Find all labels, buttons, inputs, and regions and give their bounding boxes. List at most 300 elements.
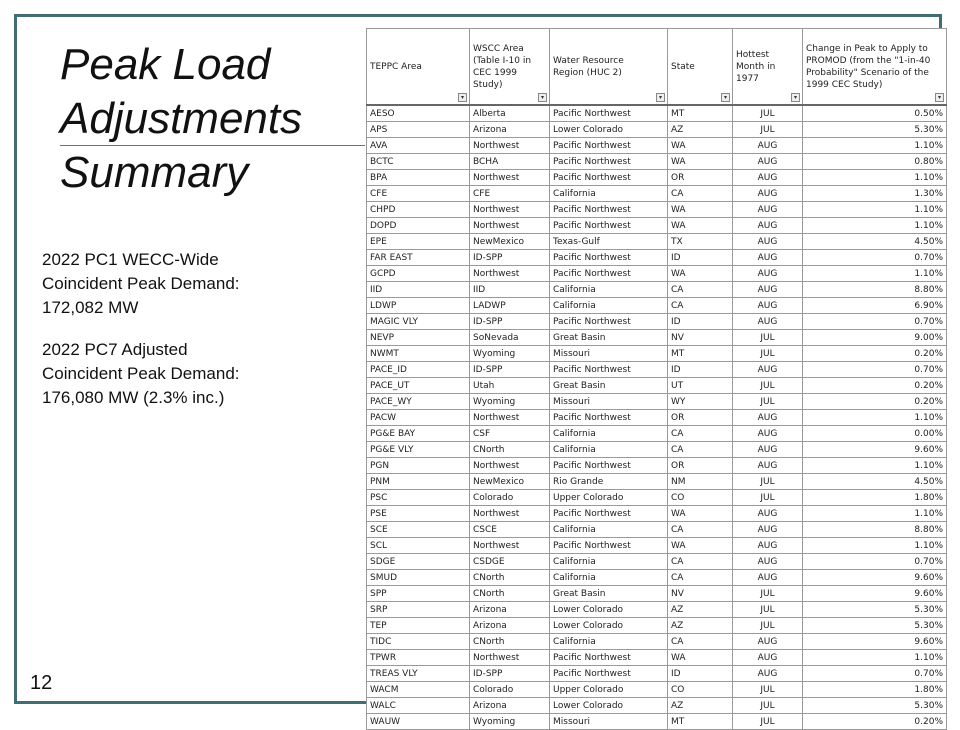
column-header-label: WSCC Area (Table I-10 in CEC 1999 Study) [473, 43, 532, 90]
table-cell[interactable]: CNorth [470, 634, 550, 650]
table-cell[interactable]: AUG [733, 282, 803, 298]
table-row [367, 602, 947, 618]
table-cell[interactable]: CNorth [470, 442, 550, 458]
table-cell[interactable]: Pacific Northwest [550, 218, 668, 234]
table-cell[interactable]: Northwest [470, 506, 550, 522]
table-cell[interactable]: AESO [367, 105, 470, 122]
table-cell[interactable]: CA [668, 634, 733, 650]
table-cell[interactable]: MT [668, 714, 733, 730]
table-cell[interactable]: 0.70% [803, 250, 947, 266]
table-cell[interactable]: 8.80% [803, 282, 947, 298]
table-cell[interactable]: Pacific Northwest [550, 666, 668, 682]
table-cell[interactable]: 9.60% [803, 570, 947, 586]
table-cell[interactable]: LADWP [470, 298, 550, 314]
table-cell[interactable]: Northwest [470, 218, 550, 234]
table-cell[interactable]: Great Basin [550, 330, 668, 346]
table-cell[interactable]: 0.50% [803, 105, 947, 122]
table-cell[interactable]: PSC [367, 490, 470, 506]
table-cell[interactable]: CA [668, 282, 733, 298]
table-cell[interactable]: JUL [733, 122, 803, 138]
table-cell[interactable]: AUG [733, 266, 803, 282]
table-row [367, 378, 947, 394]
table-row [367, 554, 947, 570]
table-cell[interactable]: SDGE [367, 554, 470, 570]
table-cell[interactable]: CO [668, 682, 733, 698]
table-cell[interactable]: 0.20% [803, 378, 947, 394]
table-cell[interactable]: 1.80% [803, 682, 947, 698]
table-cell[interactable]: Pacific Northwest [550, 458, 668, 474]
table-cell[interactable]: NewMexico [470, 474, 550, 490]
table-cell[interactable]: TREAS VLY [367, 666, 470, 682]
table-cell[interactable]: ID-SPP [470, 250, 550, 266]
peak-demand-summary [42, 248, 342, 428]
table-cell[interactable]: CFE [470, 186, 550, 202]
table-cell[interactable]: AUG [733, 138, 803, 154]
table-row [367, 634, 947, 650]
table-cell[interactable]: WAUW [367, 714, 470, 730]
table-row [367, 298, 947, 314]
table-cell[interactable]: AZ [668, 618, 733, 634]
table-cell[interactable]: Alberta [470, 105, 550, 122]
table-cell[interactable]: AUG [733, 522, 803, 538]
table-cell[interactable]: TPWR [367, 650, 470, 666]
table-cell[interactable]: JUL [733, 105, 803, 122]
table-cell[interactable]: California [550, 298, 668, 314]
table-row [367, 538, 947, 554]
table-cell[interactable]: Great Basin [550, 378, 668, 394]
table-cell[interactable]: PACW [367, 410, 470, 426]
table-cell[interactable]: AUG [733, 634, 803, 650]
table-cell[interactable]: Pacific Northwest [550, 314, 668, 330]
table-cell[interactable]: JUL [733, 474, 803, 490]
table-row [367, 266, 947, 282]
table-cell[interactable]: 1.10% [803, 170, 947, 186]
table-cell[interactable]: CA [668, 442, 733, 458]
dropdown-arrow-icon[interactable]: ▾ [538, 93, 547, 102]
table-cell[interactable]: California [550, 570, 668, 586]
table-row [367, 666, 947, 682]
table-row [367, 522, 947, 538]
table-cell[interactable]: California [550, 426, 668, 442]
table-cell[interactable]: Northwest [470, 410, 550, 426]
table-cell[interactable]: JUL [733, 698, 803, 714]
table-row [367, 506, 947, 522]
table-cell[interactable]: Pacific Northwest [550, 170, 668, 186]
table-cell[interactable]: NWMT [367, 346, 470, 362]
table-cell[interactable]: PSE [367, 506, 470, 522]
table-cell[interactable]: AUG [733, 506, 803, 522]
dropdown-arrow-icon[interactable]: ▾ [935, 93, 944, 102]
table-cell[interactable]: Wyoming [470, 346, 550, 362]
table-cell[interactable]: AUG [733, 410, 803, 426]
table-cell[interactable]: NewMexico [470, 234, 550, 250]
title-underline [60, 145, 365, 146]
table-cell[interactable]: Colorado [470, 682, 550, 698]
column-header-label: TEPPC Area [370, 61, 422, 72]
table-cell[interactable]: CHPD [367, 202, 470, 218]
table-cell[interactable]: 8.80% [803, 522, 947, 538]
table-cell[interactable]: SCE [367, 522, 470, 538]
table-cell[interactable]: 9.60% [803, 634, 947, 650]
table-cell[interactable]: 1.80% [803, 490, 947, 506]
column-header [367, 29, 470, 106]
table-cell[interactable]: CA [668, 186, 733, 202]
title-line: Peak Load [60, 40, 271, 89]
table-cell[interactable]: SCL [367, 538, 470, 554]
table-cell[interactable]: California [550, 442, 668, 458]
table-cell[interactable]: AZ [668, 122, 733, 138]
table-cell[interactable]: JUL [733, 618, 803, 634]
table-cell[interactable]: Northwest [470, 538, 550, 554]
table-cell[interactable]: Northwest [470, 170, 550, 186]
peak-adjustment-table [366, 28, 947, 730]
table-cell[interactable]: 0.70% [803, 314, 947, 330]
table-cell[interactable]: WA [668, 506, 733, 522]
table-cell[interactable]: FAR EAST [367, 250, 470, 266]
table-cell[interactable]: PG&E BAY [367, 426, 470, 442]
table-cell[interactable]: NEVP [367, 330, 470, 346]
summary-line: Coincident Peak Demand: [42, 274, 240, 293]
table-cell[interactable]: Pacific Northwest [550, 650, 668, 666]
table-cell[interactable]: WALC [367, 698, 470, 714]
table-cell[interactable]: Missouri [550, 714, 668, 730]
table-cell[interactable]: AUG [733, 218, 803, 234]
table-row [367, 490, 947, 506]
table-cell[interactable]: JUL [733, 378, 803, 394]
table-row [367, 202, 947, 218]
table-cell[interactable]: 9.60% [803, 586, 947, 602]
table-cell[interactable]: Texas-Gulf [550, 234, 668, 250]
column-header-label: Change in Peak to Apply to PROMOD (from the "1-in-40 Probability" Scenario of the 1999 CEC Study) [806, 43, 931, 90]
table-cell[interactable]: CO [668, 490, 733, 506]
table-cell[interactable]: ID [668, 314, 733, 330]
table-row [367, 250, 947, 266]
table-cell[interactable]: NV [668, 330, 733, 346]
table-cell[interactable]: AUG [733, 442, 803, 458]
table-cell[interactable]: 9.60% [803, 442, 947, 458]
table-cell[interactable]: MT [668, 105, 733, 122]
table-cell[interactable]: 5.30% [803, 698, 947, 714]
table-row [367, 442, 947, 458]
table-cell[interactable]: JUL [733, 682, 803, 698]
table-cell[interactable]: Wyoming [470, 394, 550, 410]
table-cell[interactable]: CA [668, 298, 733, 314]
summary-line: 2022 PC1 WECC-Wide [42, 250, 219, 269]
table-cell[interactable]: AZ [668, 698, 733, 714]
table-cell[interactable]: 5.30% [803, 122, 947, 138]
table-cell[interactable]: PGN [367, 458, 470, 474]
table-cell[interactable]: Pacific Northwest [550, 138, 668, 154]
table-cell[interactable]: 1.10% [803, 506, 947, 522]
table-cell[interactable]: SRP [367, 602, 470, 618]
table-cell[interactable]: 0.20% [803, 346, 947, 362]
table-row [367, 362, 947, 378]
table-cell[interactable]: AUG [733, 170, 803, 186]
table-cell[interactable]: Lower Colorado [550, 602, 668, 618]
dropdown-arrow-icon[interactable]: ▾ [791, 93, 800, 102]
dropdown-arrow-icon[interactable]: ▾ [656, 93, 665, 102]
table-cell[interactable]: AUG [733, 202, 803, 218]
table-cell[interactable]: AUG [733, 554, 803, 570]
table-cell[interactable]: Northwest [470, 650, 550, 666]
table-cell[interactable]: California [550, 554, 668, 570]
table-cell[interactable]: 1.10% [803, 538, 947, 554]
table-row [367, 618, 947, 634]
table-cell[interactable]: Lower Colorado [550, 698, 668, 714]
table-cell[interactable]: ID-SPP [470, 314, 550, 330]
table-cell[interactable]: SMUD [367, 570, 470, 586]
table-cell[interactable]: AUG [733, 538, 803, 554]
table-cell[interactable]: CSF [470, 426, 550, 442]
table-cell[interactable]: Pacific Northwest [550, 538, 668, 554]
table-cell[interactable]: WA [668, 650, 733, 666]
title-line: Adjustments [60, 94, 303, 143]
table-cell[interactable]: IID [367, 282, 470, 298]
slide-title [60, 38, 302, 200]
table-cell[interactable]: AUG [733, 154, 803, 170]
summary-line: 2022 PC7 Adjusted [42, 340, 188, 359]
table-cell[interactable]: ID [668, 362, 733, 378]
table-cell[interactable]: 1.10% [803, 218, 947, 234]
table-cell[interactable]: ID-SPP [470, 362, 550, 378]
table-cell[interactable]: JUL [733, 330, 803, 346]
table-cell[interactable]: 1.10% [803, 138, 947, 154]
table-cell[interactable]: BCHA [470, 154, 550, 170]
table-cell[interactable]: AUG [733, 234, 803, 250]
table-cell[interactable]: NM [668, 474, 733, 490]
table-cell[interactable]: 1.10% [803, 410, 947, 426]
table-cell[interactable]: Pacific Northwest [550, 202, 668, 218]
table-cell[interactable]: 5.30% [803, 618, 947, 634]
table-cell[interactable]: Missouri [550, 394, 668, 410]
table-cell[interactable]: Pacific Northwest [550, 250, 668, 266]
table-cell[interactable]: AVA [367, 138, 470, 154]
table-cell[interactable]: Lower Colorado [550, 122, 668, 138]
table-cell[interactable]: Arizona [470, 618, 550, 634]
table-cell[interactable]: PACE_WY [367, 394, 470, 410]
table-row [367, 714, 947, 730]
table-cell[interactable]: CSCE [470, 522, 550, 538]
table-cell[interactable]: Lower Colorado [550, 618, 668, 634]
table-cell[interactable]: 0.20% [803, 394, 947, 410]
table-cell[interactable]: OR [668, 410, 733, 426]
table-cell[interactable]: Wyoming [470, 714, 550, 730]
table-cell[interactable]: JUL [733, 602, 803, 618]
column-header-label: State [671, 61, 695, 72]
column-header [668, 29, 733, 106]
table-cell[interactable]: JUL [733, 490, 803, 506]
table-cell[interactable]: APS [367, 122, 470, 138]
table-cell[interactable]: CA [668, 570, 733, 586]
summary-line: 176,080 MW (2.3% inc.) [42, 388, 225, 407]
table-cell[interactable]: WA [668, 266, 733, 282]
table-cell[interactable]: AUG [733, 362, 803, 378]
table-cell[interactable]: OR [668, 458, 733, 474]
table-cell[interactable]: Pacific Northwest [550, 410, 668, 426]
table-cell[interactable]: Colorado [470, 490, 550, 506]
table-cell[interactable]: Pacific Northwest [550, 506, 668, 522]
table-cell[interactable]: WA [668, 138, 733, 154]
table-cell[interactable]: BPA [367, 170, 470, 186]
summary-line: 172,082 MW [42, 298, 139, 317]
table-cell[interactable]: Northwest [470, 266, 550, 282]
table-cell[interactable]: MT [668, 346, 733, 362]
table-cell[interactable]: SoNevada [470, 330, 550, 346]
table-cell[interactable]: 0.70% [803, 666, 947, 682]
table-cell[interactable]: Northwest [470, 458, 550, 474]
table-cell[interactable]: NV [668, 586, 733, 602]
table-cell[interactable]: BCTC [367, 154, 470, 170]
table-cell[interactable]: Pacific Northwest [550, 266, 668, 282]
table-cell[interactable]: ID [668, 666, 733, 682]
table-cell[interactable]: AUG [733, 426, 803, 442]
table-row [367, 570, 947, 586]
table-cell[interactable]: 0.20% [803, 714, 947, 730]
table-row [367, 122, 947, 138]
table-cell[interactable]: Upper Colorado [550, 682, 668, 698]
table-cell[interactable]: 0.00% [803, 426, 947, 442]
table-cell[interactable]: PACE_ID [367, 362, 470, 378]
filter-sort-icon[interactable]: ▾ [458, 93, 467, 102]
table-cell[interactable]: ID-SPP [470, 666, 550, 682]
table-cell[interactable]: AUG [733, 314, 803, 330]
table-cell[interactable]: CA [668, 426, 733, 442]
table-cell[interactable]: WA [668, 218, 733, 234]
table-cell[interactable]: PG&E VLY [367, 442, 470, 458]
table-cell[interactable]: JUL [733, 714, 803, 730]
table-cell[interactable]: AUG [733, 458, 803, 474]
column-header [733, 29, 803, 106]
table-cell[interactable]: JUL [733, 346, 803, 362]
title-line: Summary [60, 148, 249, 197]
table-cell[interactable]: 5.30% [803, 602, 947, 618]
column-header [550, 29, 668, 106]
table-cell[interactable]: LDWP [367, 298, 470, 314]
table-cell[interactable]: WA [668, 538, 733, 554]
table-cell[interactable]: Pacific Northwest [550, 154, 668, 170]
table-cell[interactable]: AUG [733, 650, 803, 666]
table-cell[interactable]: Arizona [470, 698, 550, 714]
table-row [367, 698, 947, 714]
pc1-summary [42, 248, 342, 320]
table-cell[interactable]: CA [668, 522, 733, 538]
table-cell[interactable]: CA [668, 554, 733, 570]
table-cell[interactable]: 0.80% [803, 154, 947, 170]
page-number: 12 [30, 672, 53, 694]
table-cell[interactable]: IID [470, 282, 550, 298]
table-cell[interactable]: TX [668, 234, 733, 250]
table-row [367, 586, 947, 602]
table-cell[interactable]: PACE_UT [367, 378, 470, 394]
table-cell[interactable]: AUG [733, 250, 803, 266]
table-cell[interactable]: ID [668, 250, 733, 266]
table-cell[interactable]: California [550, 522, 668, 538]
table-cell[interactable]: JUL [733, 394, 803, 410]
table-row [367, 650, 947, 666]
table-row [367, 170, 947, 186]
table-cell[interactable]: CFE [367, 186, 470, 202]
table-cell[interactable]: CSDGE [470, 554, 550, 570]
dropdown-arrow-icon[interactable]: ▾ [721, 93, 730, 102]
table-cell[interactable]: 6.90% [803, 298, 947, 314]
table-row [367, 234, 947, 250]
table-cell[interactable]: Arizona [470, 602, 550, 618]
table-row [367, 282, 947, 298]
table-row [367, 410, 947, 426]
table-body [367, 105, 947, 730]
table-cell[interactable]: GCPD [367, 266, 470, 282]
spreadsheet-table [366, 28, 946, 727]
table-cell[interactable]: JUL [733, 586, 803, 602]
table-cell[interactable]: 4.50% [803, 474, 947, 490]
table-cell[interactable]: PNM [367, 474, 470, 490]
column-header-label: Hottest Month in 1977 [736, 49, 776, 84]
table-cell[interactable]: Upper Colorado [550, 490, 668, 506]
table-cell[interactable]: 4.50% [803, 234, 947, 250]
table-cell[interactable]: AUG [733, 570, 803, 586]
table-row [367, 330, 947, 346]
table-cell[interactable]: Arizona [470, 122, 550, 138]
table-cell[interactable]: CNorth [470, 570, 550, 586]
table-cell[interactable]: AUG [733, 186, 803, 202]
table-cell[interactable]: 0.70% [803, 554, 947, 570]
table-header-row [367, 29, 947, 106]
table-cell[interactable]: OR [668, 170, 733, 186]
table-cell[interactable]: 9.00% [803, 330, 947, 346]
table-cell[interactable]: WA [668, 154, 733, 170]
table-cell[interactable]: AUG [733, 666, 803, 682]
table-cell[interactable]: Rio Grande [550, 474, 668, 490]
table-cell[interactable]: WA [668, 202, 733, 218]
table-cell[interactable]: WACM [367, 682, 470, 698]
table-cell[interactable]: AUG [733, 298, 803, 314]
table-row [367, 394, 947, 410]
table-cell[interactable]: Great Basin [550, 586, 668, 602]
table-cell[interactable]: MAGIC VLY [367, 314, 470, 330]
table-cell[interactable]: Northwest [470, 202, 550, 218]
table-cell[interactable]: DOPD [367, 218, 470, 234]
table-cell[interactable]: TIDC [367, 634, 470, 650]
table-cell[interactable]: Northwest [470, 138, 550, 154]
table-cell[interactable]: 1.10% [803, 458, 947, 474]
table-cell[interactable]: AZ [668, 602, 733, 618]
table-cell[interactable]: SPP [367, 586, 470, 602]
table-row [367, 458, 947, 474]
table-cell[interactable]: UT [668, 378, 733, 394]
table-cell[interactable]: Utah [470, 378, 550, 394]
table-cell[interactable]: 0.70% [803, 362, 947, 378]
table-cell[interactable]: Pacific Northwest [550, 105, 668, 122]
table-cell[interactable]: California [550, 634, 668, 650]
summary-line: Coincident Peak Demand: [42, 364, 240, 383]
table-cell[interactable]: Missouri [550, 346, 668, 362]
table-cell[interactable]: WY [668, 394, 733, 410]
table-row [367, 218, 947, 234]
table-cell[interactable]: EPE [367, 234, 470, 250]
table-cell[interactable]: California [550, 186, 668, 202]
table-cell[interactable]: 1.10% [803, 202, 947, 218]
table-cell[interactable]: California [550, 282, 668, 298]
table-cell[interactable]: TEP [367, 618, 470, 634]
table-cell[interactable]: 1.10% [803, 266, 947, 282]
table-row [367, 186, 947, 202]
table-row [367, 138, 947, 154]
table-cell[interactable]: 1.30% [803, 186, 947, 202]
table-cell[interactable]: CNorth [470, 586, 550, 602]
table-cell[interactable]: Pacific Northwest [550, 362, 668, 378]
table-row [367, 682, 947, 698]
table-cell[interactable]: 1.10% [803, 650, 947, 666]
